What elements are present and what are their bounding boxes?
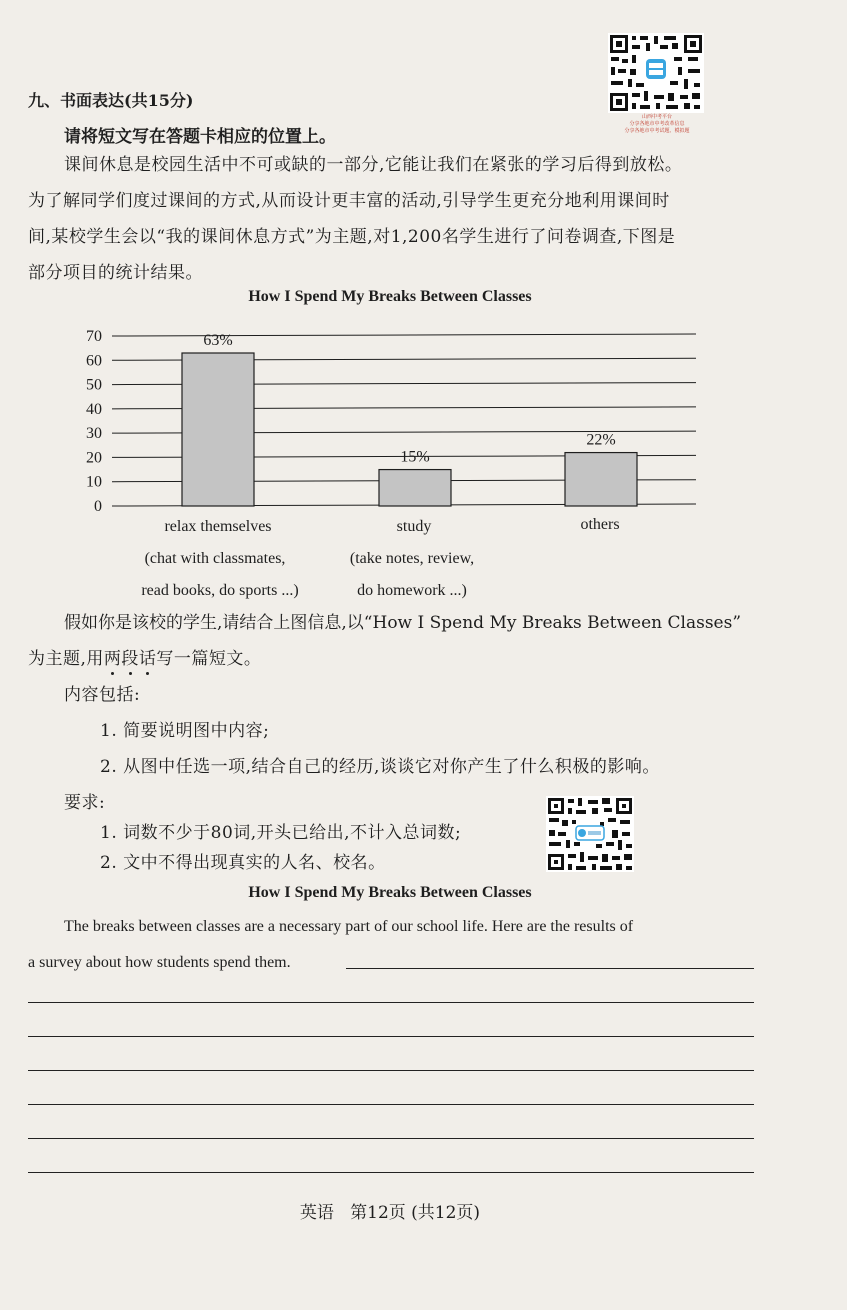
section-instruction: 请将短文写在答题卡相应的位置上。	[64, 127, 336, 147]
chart-title: How I Spend My Breaks Between Classes	[248, 288, 532, 305]
intro-line-3: 间,某校学生会以“我的课间休息方式”为主题,对1,200名学生进行了问卷调查,下图是	[28, 227, 676, 247]
bar-1	[182, 353, 254, 506]
y-tick-label: 70	[86, 328, 102, 345]
emphasis-char: 两	[103, 649, 122, 669]
intro-line-2: 为了解同学们度过课间的方式,从而设计更丰富的活动,引导学生更充分地利用课间时	[28, 191, 670, 211]
category-note-study-1: (take notes, review,	[349, 550, 475, 567]
y-tick-label: 40	[86, 400, 102, 418]
task-line-2	[28, 641, 748, 677]
answer-line[interactable]	[28, 1172, 754, 1173]
qr-code-bottom[interactable]	[546, 796, 634, 872]
y-tick-label: 30	[86, 425, 102, 443]
essay-opening-line-1: The breaks between classes are a necessary part of our school life. Here are the results of	[64, 918, 634, 935]
y-tick-label: 50	[86, 376, 102, 394]
qr-caption-line: 分享各地市中考改革信息	[629, 121, 685, 127]
y-tick-label: 10	[86, 473, 102, 491]
requirement-item-2: 2. 文中不得出现真实的人名、校名。	[100, 853, 386, 873]
category-note-relax-1: (chat with classmates,	[144, 550, 286, 567]
qr-code-icon	[608, 33, 704, 113]
answer-line[interactable]	[28, 1036, 754, 1037]
page-footer: 英语 第12页 (共12页)	[299, 1203, 481, 1223]
task-line-1: 假如你是该校的学生,请结合上图信息,以“How I Spend My Breaks Between Classes”	[64, 613, 742, 633]
qr-code-icon	[546, 796, 634, 872]
answer-line[interactable]	[28, 1070, 754, 1071]
qr-caption	[612, 114, 702, 135]
emphasis-char: 话	[138, 649, 157, 669]
qr-caption-line: 山西中考平台	[641, 114, 672, 120]
answer-line-first[interactable]	[346, 968, 754, 969]
answer-line[interactable]	[28, 1104, 754, 1105]
bar-2	[379, 470, 451, 506]
bar-value-label: 22%	[586, 431, 616, 449]
qr-code-top[interactable]	[608, 33, 704, 113]
essay-title: How I Spend My Breaks Between Classes	[248, 884, 532, 901]
requirement-item-1: 1. 词数不少于80词,开头已给出,不计入总词数;	[100, 823, 462, 843]
essay-opening-line-2: a survey about how students spend them.	[28, 954, 291, 971]
answer-line[interactable]	[28, 1138, 754, 1139]
category-note-study-2: do homework ...)	[357, 582, 467, 599]
bar-value-label: 15%	[400, 448, 430, 466]
task-line-2-end: 写一篇短文。	[156, 649, 262, 669]
qr-caption-line: 分享各地市中考试题、模拟题	[624, 128, 690, 134]
content-item-1: 1. 简要说明图中内容;	[100, 721, 270, 741]
task-line-2-start: 为主题,用	[28, 649, 104, 669]
intro-line-4: 部分项目的统计结果。	[28, 263, 203, 283]
category-label-relax: relax themselves	[164, 518, 272, 535]
emphasized-text	[104, 649, 157, 669]
category-note-relax-2: read books, do sports ...)	[141, 582, 299, 599]
content-label: 内容包括:	[64, 685, 141, 705]
section-title: 九、书面表达(共15分)	[28, 91, 194, 110]
bar-3	[565, 453, 637, 506]
y-tick-label: 60	[86, 352, 102, 370]
bar-value-label: 63%	[203, 332, 233, 349]
y-tick-label: 20	[86, 449, 102, 467]
category-label-others: others	[580, 516, 620, 533]
bar-chart	[70, 318, 710, 518]
task-emphasis	[104, 649, 157, 669]
gridline	[112, 334, 696, 336]
answer-line[interactable]	[28, 1002, 754, 1003]
emphasis-char: 段	[121, 649, 139, 669]
content-item-2: 2. 从图中任选一项,结合自己的经历,谈谈它对你产生了什么积极的影响。	[100, 757, 660, 777]
y-tick-label: 0	[94, 498, 102, 515]
requirements-label: 要求:	[64, 793, 106, 813]
category-label-study: study	[396, 518, 432, 535]
intro-line-1: 课间休息是校园生活中不可或缺的一部分,它能让我们在紧张的学习后得到放松。	[64, 155, 683, 175]
